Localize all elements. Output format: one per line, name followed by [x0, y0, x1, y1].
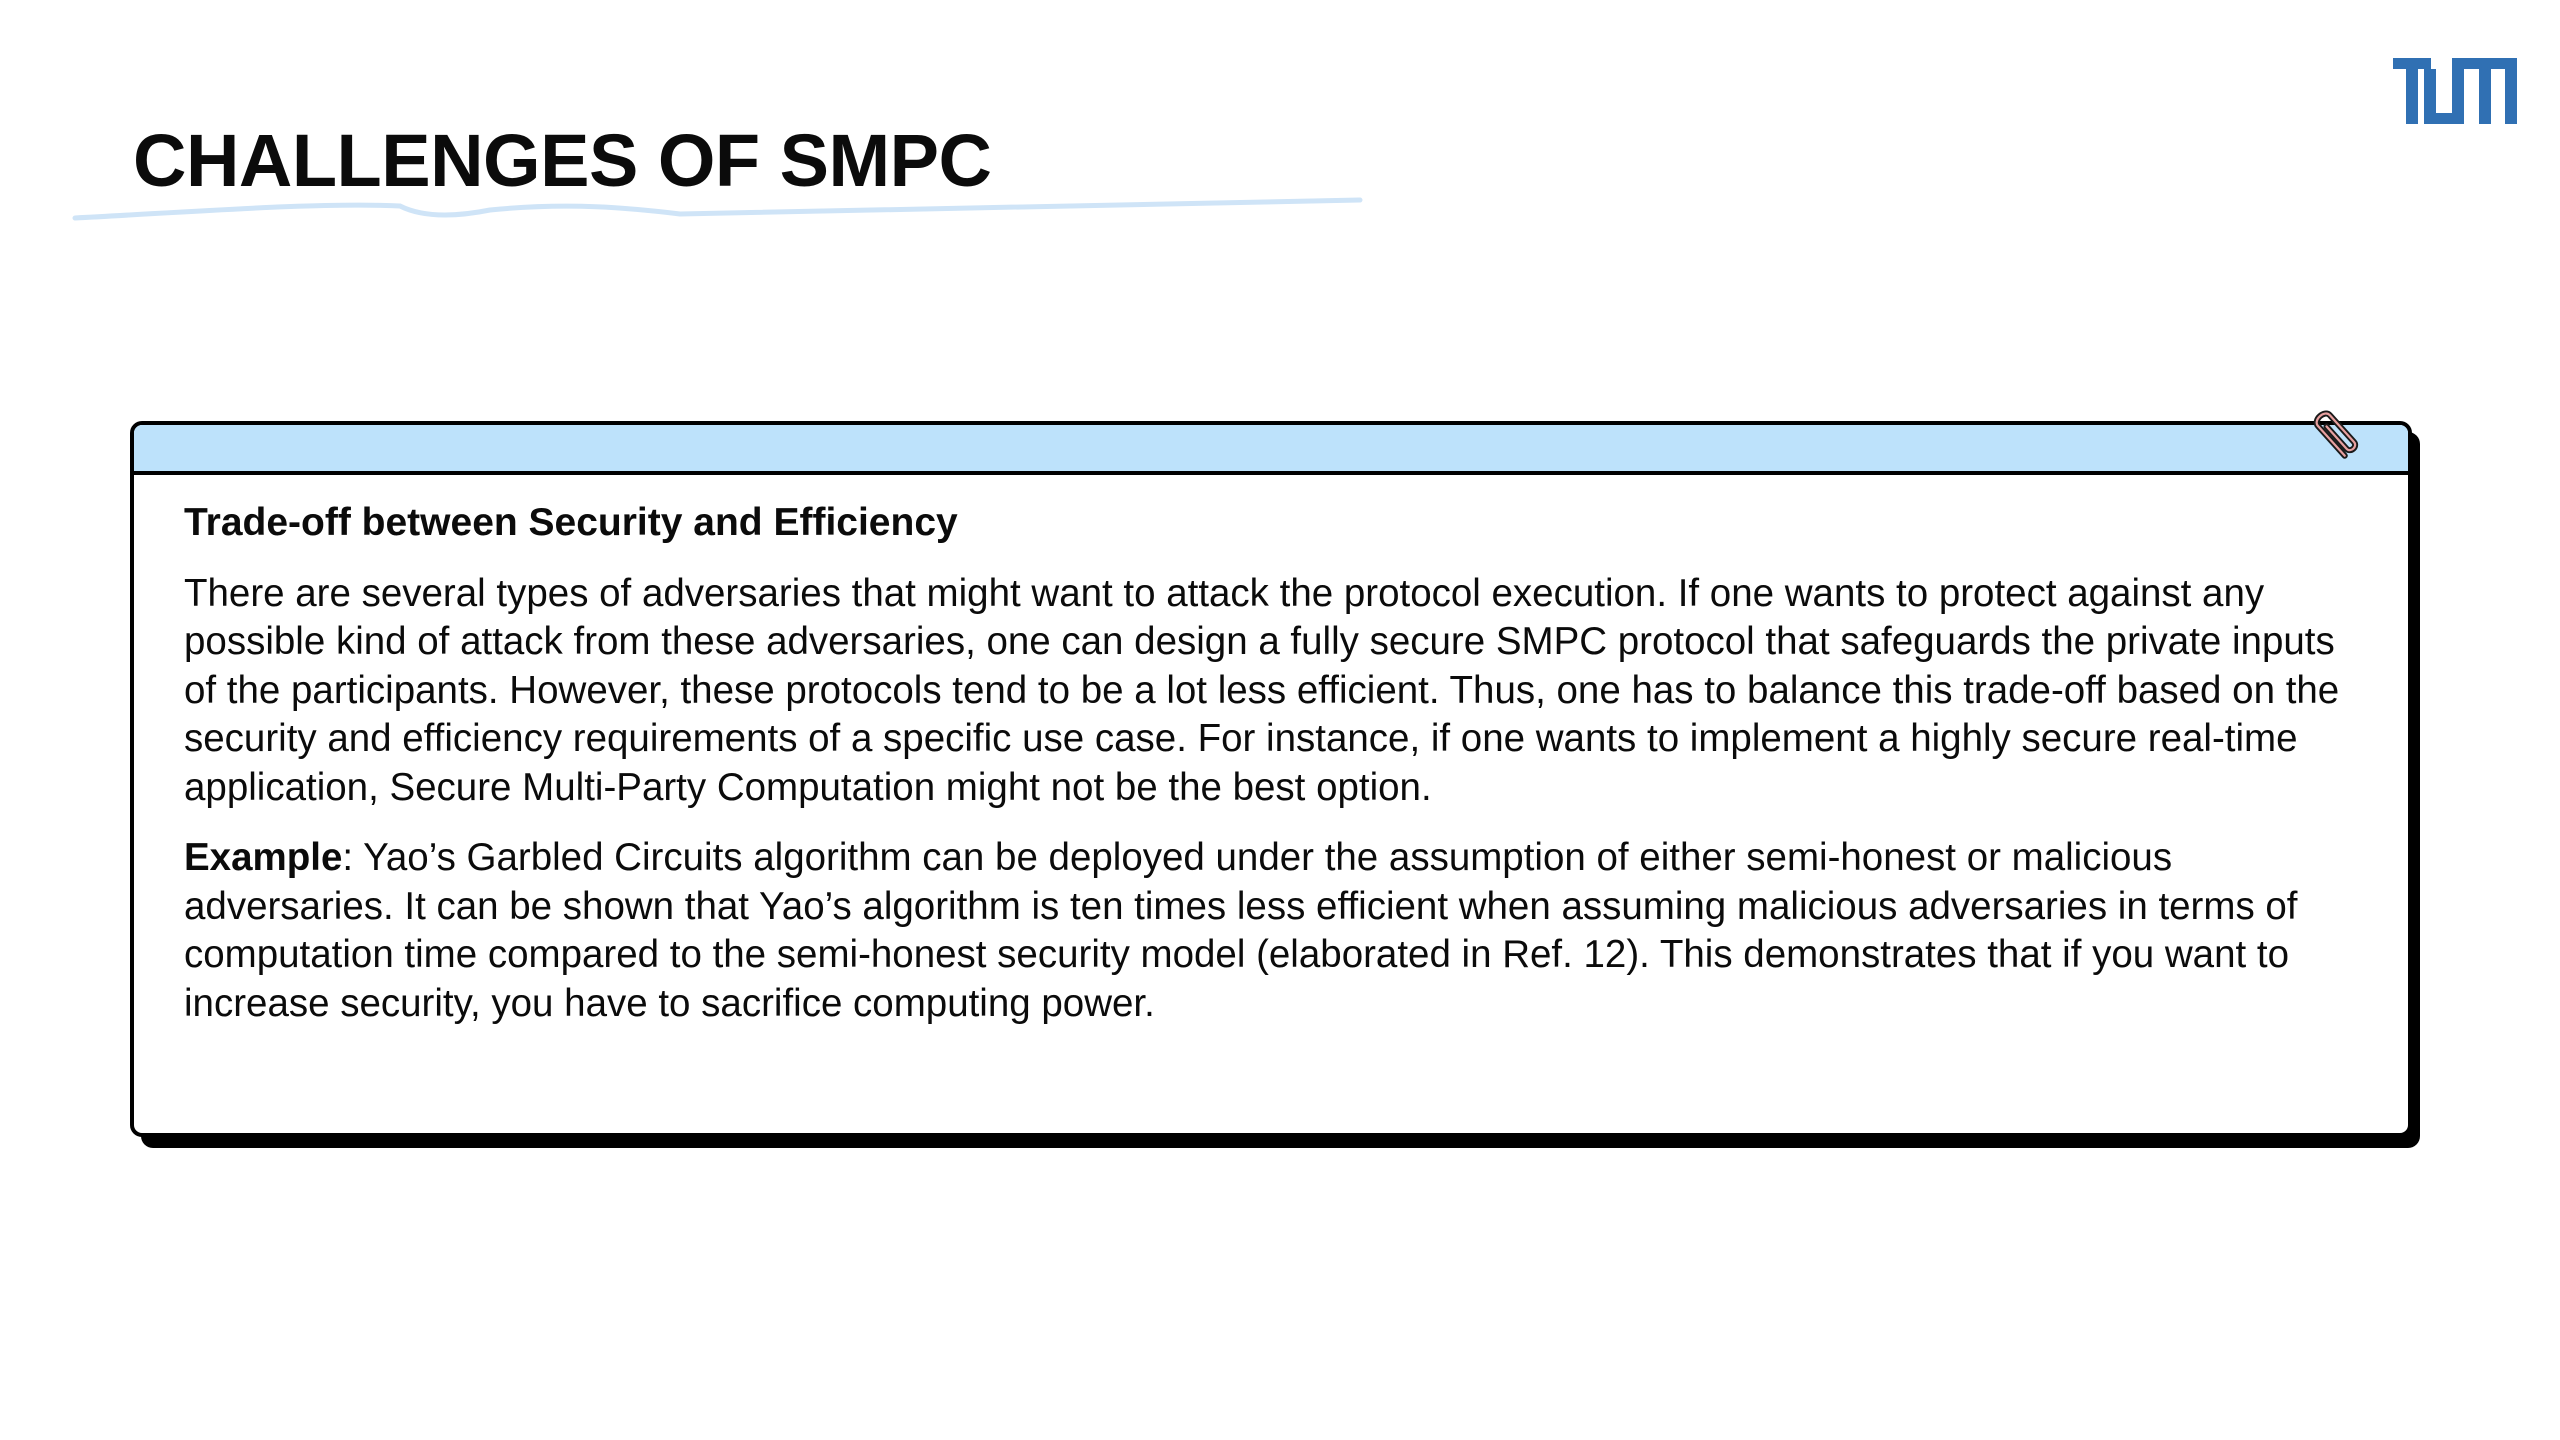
info-card — [130, 421, 2412, 1137]
paperclip-icon — [2306, 402, 2366, 466]
example-label: Example — [184, 836, 343, 880]
example-paragraph — [184, 834, 2358, 1028]
card-paragraph: There are several types of adversaries that might want to attack the protocol execution. If one wants to protect against any possible kind of attack from these adversaries, one can design a fully secure SMPC protocol that safeguards the private inputs of the participants. However, these protocols tend to be a lot less efficient. Thus, one has to balance this trade-off based on the security and efficiency requirements of a specific use case. For instance, if one wants to implement a highly secure real-time application, Secure Multi-Party Computation might not be the best option. — [184, 571, 2340, 809]
slide-title: CHALLENGES OF SMPC — [133, 119, 992, 202]
card-header-bar — [134, 425, 2408, 475]
card-body — [134, 475, 2408, 1028]
example-text: : Yao’s Garbled Circuits algorithm can be deployed under the assumption of either semi-honest or malicious adversaries. It can be shown that Yao’s algorithm is ten times less efficient when assuming malicious adversaries in terms of computation time compared to the semi-honest security model (elaborated in Ref. 12). This demonstrates that if you want to increase security, you have to sacrifice computing power. — [184, 836, 2298, 1025]
card-heading: Trade-off between Security and Efficiency — [184, 501, 958, 544]
tum-logo — [2393, 58, 2517, 124]
